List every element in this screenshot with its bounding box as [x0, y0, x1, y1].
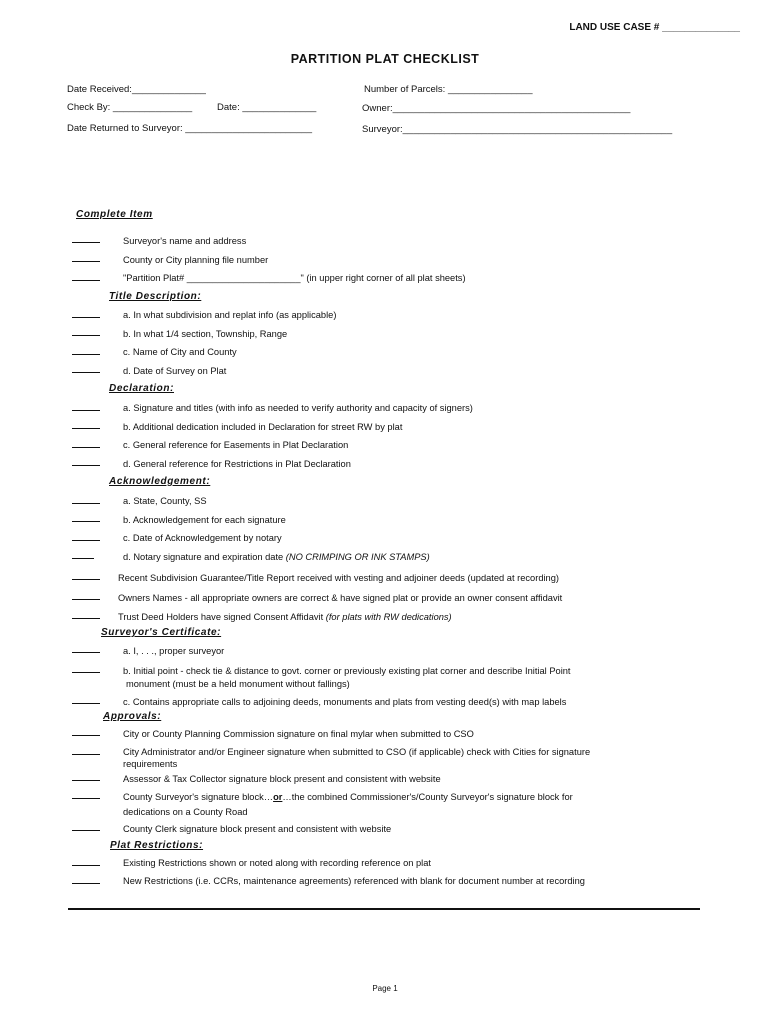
- checklist-item: c. General reference for Easements in Plat Declaration: [123, 440, 349, 450]
- land-use-case-number: LAND USE CASE # ______________: [569, 22, 740, 33]
- checklist-item: c. Name of City and County: [123, 347, 237, 357]
- checkbox-blank[interactable]: [72, 465, 100, 466]
- checklist-item: a. Signature and titles (with info as needed to verify authority and capacity of signers): [123, 403, 473, 413]
- date-received-field[interactable]: Date Received:______________: [67, 84, 206, 95]
- checkbox-blank[interactable]: [72, 317, 100, 318]
- checklist-item: Existing Restrictions shown or noted along with recording reference on plat: [123, 858, 431, 868]
- checkbox-blank[interactable]: [72, 798, 100, 799]
- section-declaration: Declaration:: [109, 383, 174, 394]
- checkbox-blank[interactable]: [72, 354, 100, 355]
- checkbox-blank[interactable]: [72, 865, 100, 866]
- date-field[interactable]: Date: ______________: [217, 102, 317, 113]
- checklist-item-county-surveyor: [123, 791, 573, 803]
- checkbox-blank[interactable]: [72, 540, 100, 541]
- checkbox-blank[interactable]: [72, 599, 100, 600]
- checkbox-blank[interactable]: [72, 672, 100, 673]
- checkbox-blank[interactable]: [72, 335, 100, 336]
- checklist-item: City or County Planning Commission signature on final mylar when submitted to CSO: [123, 729, 474, 739]
- checklist-item: b. In what 1/4 section, Township, Range: [123, 329, 288, 339]
- checkbox-blank[interactable]: [72, 521, 100, 522]
- checklist-item: c. Date of Acknowledgement by notary: [123, 533, 282, 543]
- page-number: Page 1: [372, 984, 398, 993]
- checklist-item: New Restrictions (i.e. CCRs, maintenance agreements) referenced with blank for document number at recording: [123, 876, 585, 886]
- checkbox-blank[interactable]: [72, 558, 94, 559]
- item-text: …the combined Commissioner's/County Surveyor's signature block for: [282, 792, 573, 802]
- page-title: PARTITION PLAT CHECKLIST: [290, 52, 480, 66]
- checklist-item: d. Date of Survey on Plat: [123, 366, 227, 376]
- checkbox-blank[interactable]: [72, 780, 100, 781]
- checklist-item-continuation: requirements: [123, 759, 178, 769]
- checkbox-blank[interactable]: [72, 372, 100, 373]
- checklist-item-partition-plat-number: "Partition Plat# ______________________" (in upper right corner of all plat sheets): [123, 273, 466, 283]
- checklist-item: b. Additional dedication included in Declaration for street RW by plat: [123, 422, 403, 432]
- checkbox-blank[interactable]: [72, 883, 100, 884]
- item-or: or: [273, 792, 283, 802]
- checklist-item-continuation: monument (must be a held monument without fallings): [126, 679, 350, 689]
- checkbox-blank[interactable]: [72, 503, 100, 504]
- item-text: County Surveyor's signature block…: [123, 792, 274, 802]
- section-plat-restrictions: Plat Restrictions:: [110, 840, 204, 851]
- item-note: (for plats with RW dedications): [325, 612, 452, 622]
- checklist-item: County Clerk signature block present and consistent with website: [123, 824, 392, 834]
- checklist-item: City Administrator and/or Engineer signature when submitted to CSO (if applicable) check with Cities for signature: [123, 747, 591, 757]
- owner-field[interactable]: Owner:_____________________________________________: [362, 103, 631, 114]
- checkbox-blank[interactable]: [72, 242, 100, 243]
- section-complete-item: Complete Item: [76, 209, 153, 220]
- checklist-item-continuation: dedications on a County Road: [123, 807, 248, 817]
- checkbox-blank[interactable]: [72, 754, 100, 755]
- section-surveyors-certificate: Surveyor's Certificate:: [101, 627, 222, 638]
- surveyor-field[interactable]: Surveyor:___________________________________________________: [362, 124, 673, 135]
- checklist-item: a. State, County, SS: [123, 496, 207, 506]
- checklist-item-notary: [123, 551, 430, 563]
- checkbox-blank[interactable]: [72, 830, 100, 831]
- checklist-item: b. Initial point - check tie & distance to govt. corner or previously existing plat corner and describe Initial Point: [123, 666, 571, 676]
- checklist-item-surveyor-name: Surveyor's name and address: [123, 236, 247, 246]
- divider: [68, 908, 700, 910]
- item-text: d. Notary signature and expiration date: [123, 552, 286, 562]
- checkbox-blank[interactable]: [72, 735, 100, 736]
- check-by-field[interactable]: Check By: _______________: [67, 102, 193, 113]
- date-returned-field[interactable]: Date Returned to Surveyor: ________________________: [67, 123, 313, 134]
- checklist-item-owners-names: Owners Names - all appropriate owners are correct & have signed plat or provide an owner consent affidavit: [118, 593, 563, 603]
- checklist-item: d. General reference for Restrictions in Plat Declaration: [123, 459, 351, 469]
- section-acknowledgement: Acknowledgement:: [109, 476, 211, 487]
- checklist-item: a. I, . . ., proper surveyor: [123, 646, 225, 656]
- section-approvals: Approvals:: [103, 711, 162, 722]
- item-text: Trust Deed Holders have signed Consent Affidavit: [118, 612, 326, 622]
- checkbox-blank[interactable]: [72, 703, 100, 704]
- checklist-item-title-report: Recent Subdivision Guarantee/Title Report received with vesting and adjoiner deeds (updated at recording): [118, 573, 559, 583]
- checkbox-blank[interactable]: [72, 261, 100, 262]
- checkbox-blank[interactable]: [72, 447, 100, 448]
- checklist-item: b. Acknowledgement for each signature: [123, 515, 286, 525]
- checklist-item: c. Contains appropriate calls to adjoining deeds, monuments and plats from vesting deed(s) with map labels: [123, 697, 567, 707]
- section-title-description: Title Description:: [109, 291, 202, 302]
- checkbox-blank[interactable]: [72, 428, 100, 429]
- number-of-parcels-field[interactable]: Number of Parcels: ________________: [364, 84, 533, 95]
- checkbox-blank[interactable]: [72, 280, 100, 281]
- checkbox-blank[interactable]: [72, 618, 100, 619]
- checklist-item: a. In what subdivision and replat info (as applicable): [123, 310, 337, 320]
- checkbox-blank[interactable]: [72, 579, 100, 580]
- checkbox-blank[interactable]: [72, 652, 100, 653]
- checklist-item-planning-file: County or City planning file number: [123, 255, 269, 265]
- checklist-item-trust-deed: [118, 611, 452, 623]
- checklist-item: Assessor & Tax Collector signature block present and consistent with website: [123, 774, 441, 784]
- checkbox-blank[interactable]: [72, 410, 100, 411]
- item-note: (NO CRIMPING OR INK STAMPS): [285, 552, 430, 562]
